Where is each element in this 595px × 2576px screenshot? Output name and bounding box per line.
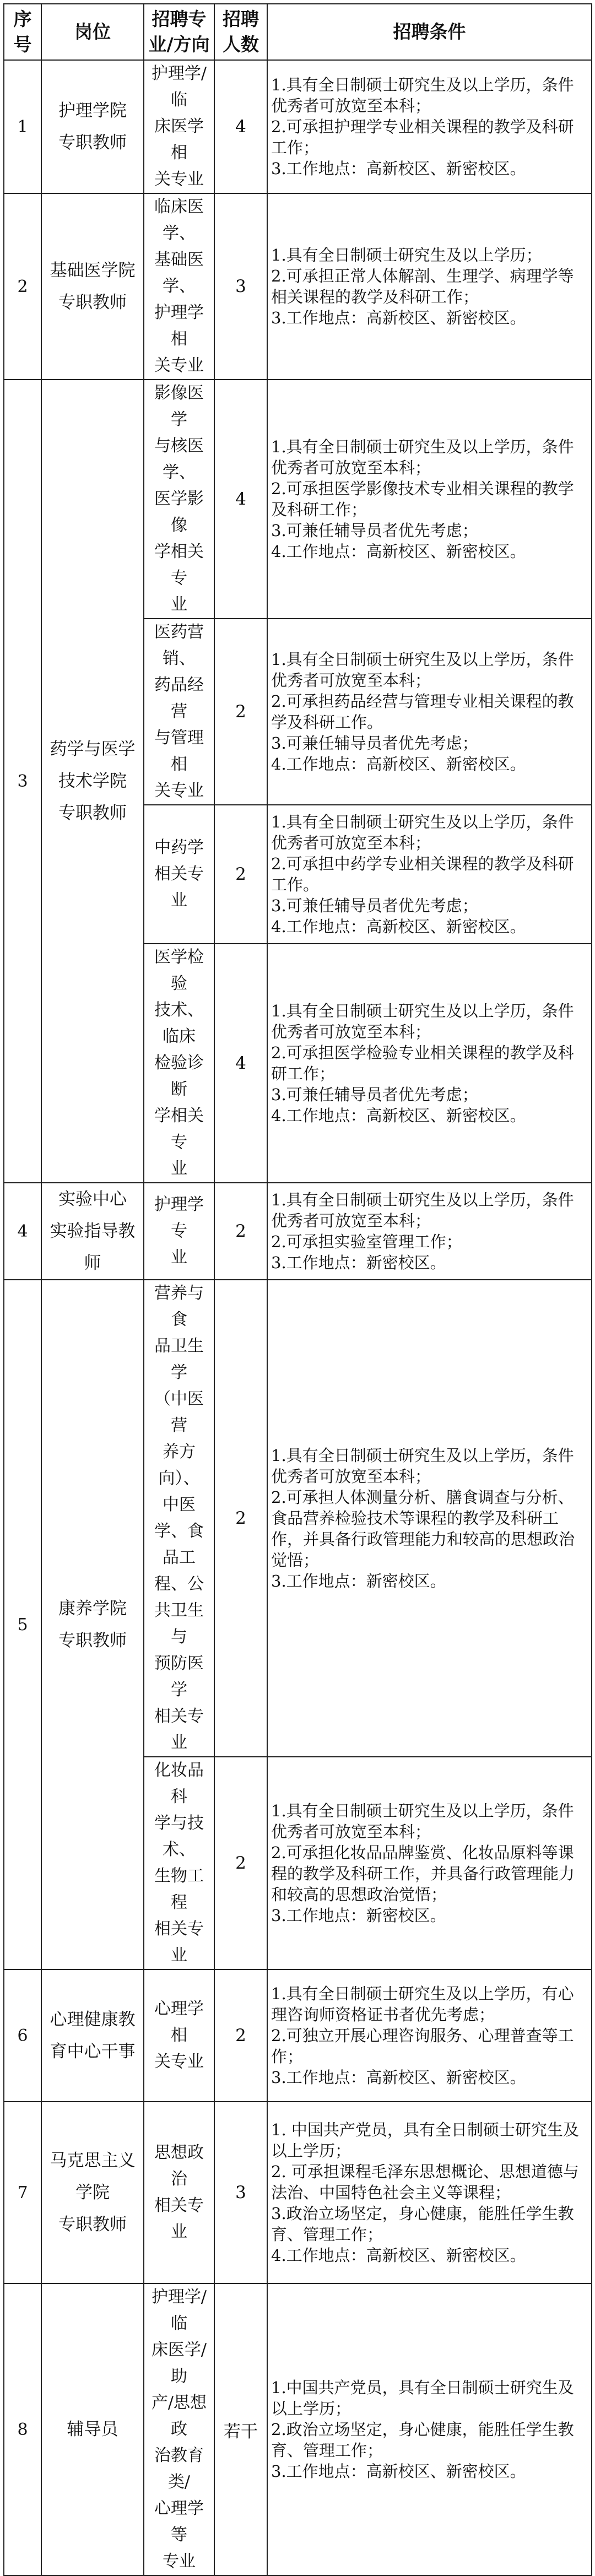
recruitment-table <box>3 3 592 2576</box>
requirement-line: 3.工作地点：新密校区。 <box>271 1253 446 1272</box>
requirement-line: 2.可承担护理学专业相关课程的教学及科研工作； <box>271 117 574 157</box>
major-cell: 护理学/临 床医学相 关专业 <box>144 60 214 193</box>
requirement-line: 1.具有全日制硕士研究生及以上学历，条件优秀者可放宽至本科； <box>271 1446 574 1486</box>
major-cell: 医学检验 技术、临床 检验诊断 学相关专 业 <box>144 944 214 1183</box>
requirement-line: 1.具有全日制硕士研究生及以上学历； <box>271 246 542 264</box>
requirement-line: 2.可独立开展心理咨询服务、心理普查等工作； <box>271 2026 574 2066</box>
table-row <box>4 380 592 619</box>
count-cell: 若干 <box>214 2283 267 2575</box>
major-cell: 护理学专 业 <box>144 1183 214 1280</box>
position-cell: 实验中心 实验指导教 师 <box>41 1183 144 1280</box>
header-count: 招聘人数 <box>214 4 267 60</box>
position-cell: 康养学院 专职教师 <box>41 1280 144 1969</box>
position-cell: 基础医学院 专职教师 <box>41 193 144 380</box>
count-cell: 3 <box>214 193 267 380</box>
requirements-cell <box>267 1757 592 1969</box>
table-row <box>4 1280 592 1757</box>
header-major: 招聘专业/方向 <box>144 4 214 60</box>
position-cell: 护理学院 专职教师 <box>41 60 144 193</box>
count-cell: 2 <box>214 619 267 805</box>
requirement-line: 1.中国共产党员，具有全日制硕士研究生及以上学历； <box>271 2378 574 2418</box>
count-cell: 2 <box>214 1280 267 1757</box>
requirement-line: 1.具有全日制硕士研究生及以上学历，条件优秀者可放宽至本科； <box>271 75 574 115</box>
requirement-line: 1.具有全日制硕士研究生及以上学历，有心理咨询师资格证书者优先考虑； <box>271 1984 574 2024</box>
header-requirements: 招聘条件 <box>267 4 592 60</box>
row-index: 1 <box>4 60 41 193</box>
requirement-line: 4.工作地点：高新校区、新密校区。 <box>271 542 526 561</box>
count-cell: 2 <box>214 1183 267 1280</box>
requirement-line: 3.可兼任辅导员者优先考虑； <box>271 896 478 915</box>
requirements-cell <box>267 1969 592 2102</box>
requirements-cell <box>267 619 592 805</box>
requirement-line: 2.可承担医学影像技术专业相关课程的教学及科研工作； <box>271 479 574 519</box>
major-cell: 心理学相 关专业 <box>144 1969 214 2102</box>
requirement-line: 2.可承担实验室管理工作； <box>271 1232 462 1251</box>
requirements-cell <box>267 60 592 193</box>
row-index: 2 <box>4 193 41 380</box>
requirement-line: 1.具有全日制硕士研究生及以上学历，条件优秀者可放宽至本科； <box>271 437 574 477</box>
requirement-line: 1.具有全日制硕士研究生及以上学历，条件优秀者可放宽至本科； <box>271 1002 574 1041</box>
count-cell: 2 <box>214 805 267 944</box>
requirements-cell <box>267 1183 592 1280</box>
row-index: 7 <box>4 2102 41 2283</box>
requirements-cell <box>267 944 592 1183</box>
major-cell: 影像医学 与核医学、 医学影像 学相关专 业 <box>144 380 214 619</box>
position-cell: 马克思主义 学院 专职教师 <box>41 2102 144 2283</box>
requirement-line: 2.可承担人体测量分析、膳食调查与分析、食品营养检验技术等课程的教学及科研工作，并具备行政管理能力和较高的思想政治觉悟； <box>271 1488 575 1570</box>
table-row <box>4 2102 592 2283</box>
header-row <box>4 4 592 60</box>
major-cell: 医药营销、 药品经营 与管理相 关专业 <box>144 619 214 805</box>
position-cell: 心理健康教 育中心干事 <box>41 1969 144 2102</box>
requirement-line: 2.可承担药品经营与管理专业相关课程的教学及科研工作。 <box>271 692 574 732</box>
count-cell: 4 <box>214 944 267 1183</box>
requirement-line: 3.工作地点：新密校区。 <box>271 1572 446 1590</box>
requirements-cell <box>267 2102 592 2283</box>
requirement-line: 1.具有全日制硕士研究生及以上学历，条件优秀者可放宽至本科； <box>271 1801 574 1841</box>
count-cell: 2 <box>214 1757 267 1969</box>
row-index: 3 <box>4 380 41 1183</box>
requirement-line: 2.可承担正常人体解剖、生理学、病理学等相关课程的教学及科研工作； <box>271 267 574 306</box>
requirement-line: 3.可兼任辅导员者优先考虑； <box>271 1085 478 1104</box>
header-position: 岗位 <box>41 4 144 60</box>
count-cell: 3 <box>214 2102 267 2283</box>
requirement-line: 4.工作地点：高新校区、新密校区。 <box>271 1106 526 1125</box>
requirements-cell <box>267 2283 592 2575</box>
row-index: 8 <box>4 2283 41 2575</box>
count-cell: 4 <box>214 60 267 193</box>
row-index: 6 <box>4 1969 41 2102</box>
major-cell: 化妆品科 学与技术、 生物工程 相关专业 <box>144 1757 214 1969</box>
requirement-line: 3.工作地点：高新校区、新密校区。 <box>271 2068 526 2087</box>
requirement-line: 3.可兼任辅导员者优先考虑； <box>271 734 478 753</box>
requirement-line: 2.可承担中药学专业相关课程的教学及科研工作。 <box>271 854 574 894</box>
requirement-line: 3.可兼任辅导员者优先考虑； <box>271 521 478 540</box>
requirement-line: 1.具有全日制硕士研究生及以上学历，条件优秀者可放宽至本科； <box>271 650 574 690</box>
requirement-line: 2.可承担化妆品品牌鉴赏、化妆品原料等课程的教学及科研工作，并具备行政管理能力和较高的思想政治觉悟； <box>271 1843 575 1904</box>
major-cell: 中药学 相关专业 <box>144 805 214 944</box>
requirement-line: 4.工作地点：高新校区、新密校区。 <box>271 917 526 936</box>
requirement-line: 1. 中国共产党员，具有全日制硕士研究生及以上学历； <box>271 2120 579 2160</box>
requirement-line: 4.工作地点：高新校区、新密校区。 <box>271 2246 526 2265</box>
row-index: 5 <box>4 1280 41 1969</box>
requirement-line: 1.具有全日制硕士研究生及以上学历，条件优秀者可放宽至本科； <box>271 813 574 852</box>
requirement-line: 3.工作地点：高新校区、新密校区。 <box>271 309 526 327</box>
count-cell: 2 <box>214 1969 267 2102</box>
position-cell: 辅导员 <box>41 2283 144 2575</box>
table-row <box>4 2283 592 2575</box>
requirement-line: 3.工作地点：高新校区、新密校区。 <box>271 2462 526 2481</box>
count-cell: 4 <box>214 380 267 619</box>
major-cell: 思想政治 相关专业 <box>144 2102 214 2283</box>
header-index: 序号 <box>4 4 41 60</box>
requirement-line: 2. 可承担课程毛泽东思想概论、思想道德与法治、中国特色社会主义等课程； <box>271 2162 579 2202</box>
requirement-line: 2.政治立场坚定，身心健康，能胜任学生教育、管理工作； <box>271 2420 574 2460</box>
requirement-line: 4.工作地点：高新校区、新密校区。 <box>271 755 526 773</box>
table-row <box>4 1183 592 1280</box>
requirements-cell <box>267 193 592 380</box>
requirement-line: 2.可承担医学检验专业相关课程的教学及科研工作； <box>271 1043 574 1083</box>
row-index: 4 <box>4 1183 41 1280</box>
major-cell: 营养与食 品卫生学 （中医营 养方向）、 中医学、食 品工程、公 共卫生与 预防医学 相关专业 <box>144 1280 214 1757</box>
table-row <box>4 193 592 380</box>
requirements-cell <box>267 1280 592 1757</box>
table-row <box>4 1969 592 2102</box>
requirements-cell <box>267 805 592 944</box>
major-cell: 护理学/临 床医学/助 产/思想政 治教育类/ 心理学等 专业 <box>144 2283 214 2575</box>
requirement-line: 3.工作地点：新密校区。 <box>271 1906 446 1925</box>
requirement-line: 1.具有全日制硕士研究生及以上学历，条件优秀者可放宽至本科； <box>271 1190 574 1230</box>
requirement-line: 3.工作地点：高新校区、新密校区。 <box>271 159 526 178</box>
major-cell: 临床医学、 基础医学、 护理学相 关专业 <box>144 193 214 380</box>
requirement-line: 3.政治立场坚定，身心健康，能胜任学生教育、管理工作； <box>271 2204 574 2244</box>
table-row <box>4 60 592 193</box>
requirements-cell <box>267 380 592 619</box>
position-cell: 药学与医学 技术学院 专职教师 <box>41 380 144 1183</box>
